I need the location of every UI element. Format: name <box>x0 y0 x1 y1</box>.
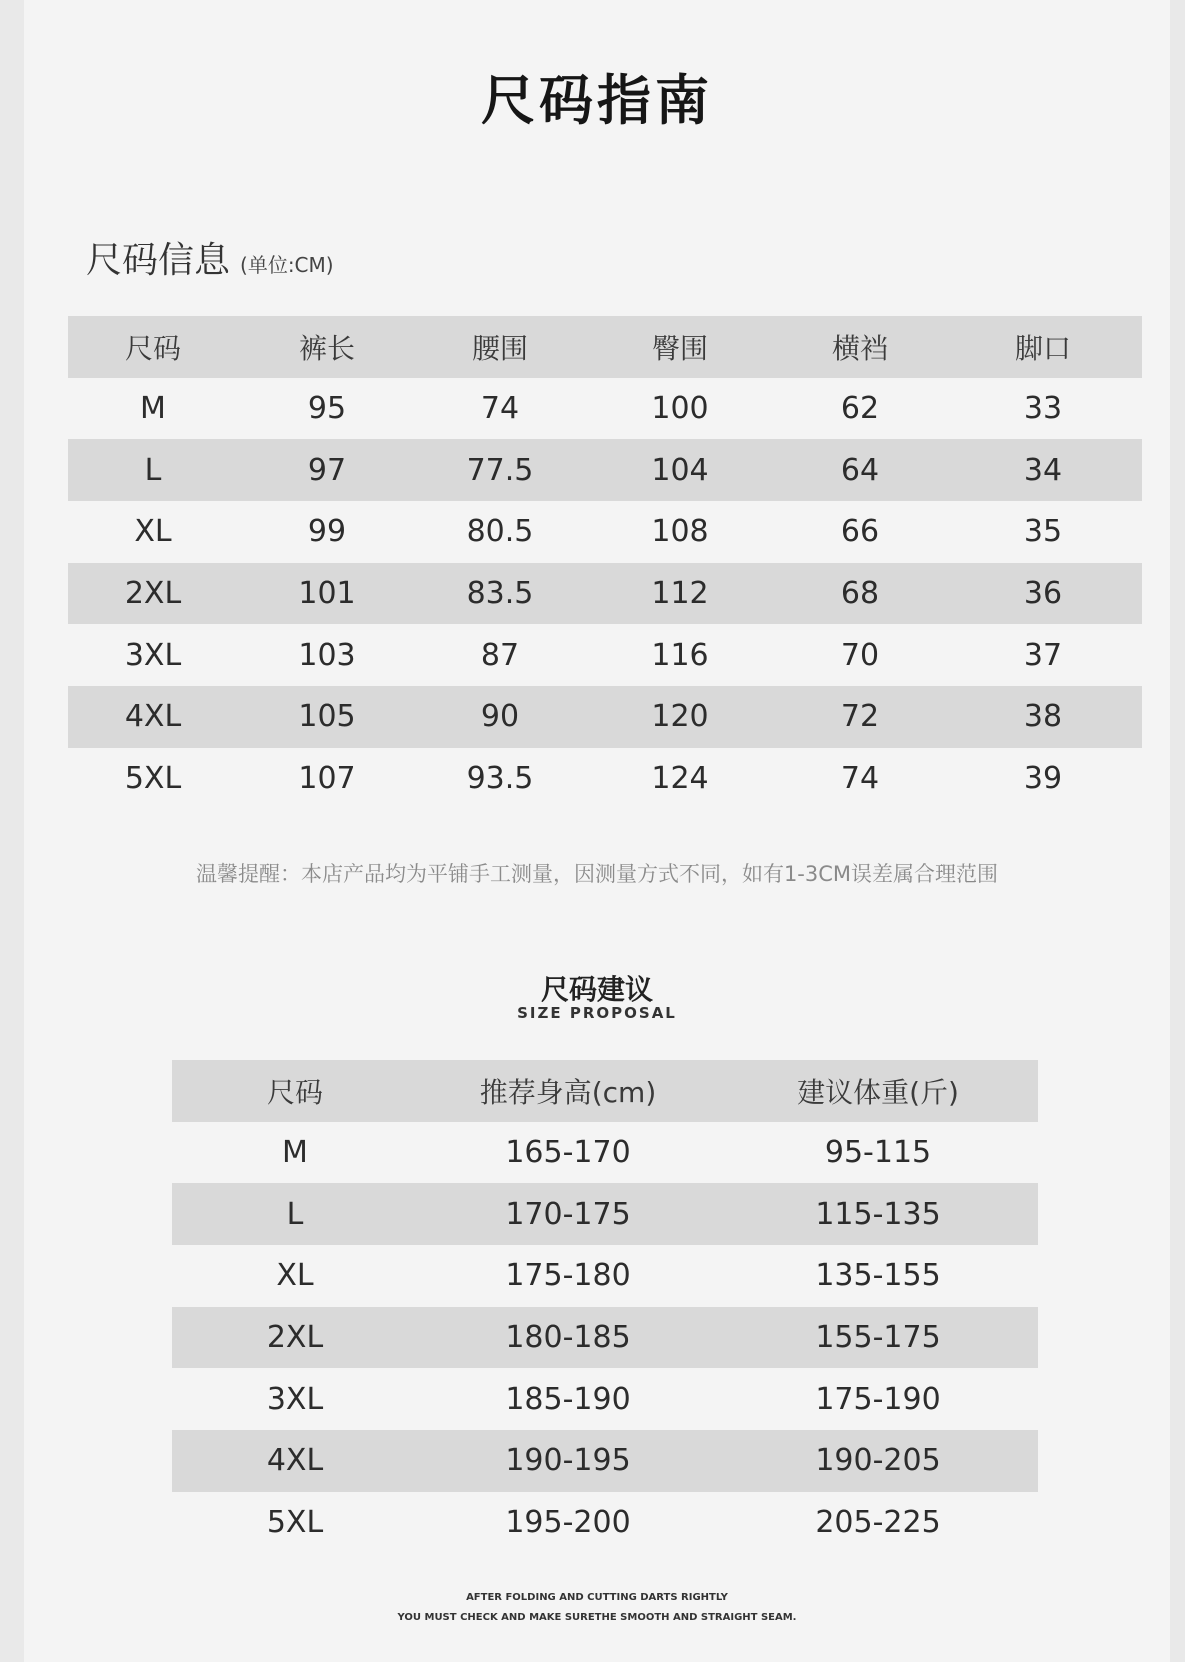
table-row <box>172 1430 1038 1492</box>
column-header: 推荐身高(cm) <box>418 1060 718 1122</box>
table-row <box>68 748 1142 810</box>
column-header: 腰围 <box>416 316 584 378</box>
table-cell: 5XL <box>266 1505 324 1541</box>
table-cell: 165-170 <box>505 1135 631 1171</box>
table-cell: 74 <box>840 761 880 797</box>
table-cell: 77.5 <box>416 439 584 501</box>
table-row <box>68 624 1142 686</box>
table-cell: 72 <box>776 686 944 748</box>
table-cell: 2XL <box>68 563 238 625</box>
table-cell: 135-155 <box>815 1258 941 1294</box>
table-cell: 80.5 <box>466 514 534 550</box>
size-proposal-table <box>172 1060 1038 1554</box>
table-row <box>68 378 1142 440</box>
column-header: 脚口 <box>944 316 1142 378</box>
table-cell: L <box>68 439 238 501</box>
table-cell: 38 <box>944 686 1142 748</box>
table-cell: 155-175 <box>718 1307 1038 1369</box>
table-cell: M <box>140 391 166 427</box>
table-cell: 5XL <box>124 761 182 797</box>
table-cell: L <box>172 1183 418 1245</box>
table-cell: 175-190 <box>815 1381 941 1417</box>
table-cell: 33 <box>1023 391 1063 427</box>
column-header: 裤长 <box>238 316 416 378</box>
table-cell: 185-190 <box>505 1381 631 1417</box>
size-guide-page <box>24 0 1170 1662</box>
column-header: 尺码 <box>172 1060 418 1122</box>
table-cell: 108 <box>651 514 709 550</box>
table-cell: 115-135 <box>718 1183 1038 1245</box>
table-cell: 100 <box>651 391 709 427</box>
size-proposal-header-row <box>172 1060 1038 1122</box>
table-cell: 37 <box>1023 637 1063 673</box>
size-info-header-row <box>68 316 1142 378</box>
table-row <box>172 1492 1038 1554</box>
table-row <box>172 1307 1038 1369</box>
table-cell: 104 <box>584 439 776 501</box>
table-row <box>172 1122 1038 1184</box>
table-row <box>68 501 1142 563</box>
table-cell: 36 <box>944 563 1142 625</box>
table-cell: 70 <box>840 637 880 673</box>
table-row <box>172 1183 1038 1245</box>
table-cell: 112 <box>584 563 776 625</box>
table-row <box>172 1368 1038 1430</box>
table-cell: 124 <box>651 761 709 797</box>
table-cell: 99 <box>307 514 347 550</box>
size-info-heading-text: 尺码信息 <box>86 240 231 281</box>
table-cell: 34 <box>944 439 1142 501</box>
column-header: 建议体重(斤) <box>718 1060 1038 1122</box>
footer-line-2: YOU MUST CHECK AND MAKE SURETHE SMOOTH AND STRAIGHT SEAM. <box>397 1612 797 1623</box>
table-cell: 90 <box>416 686 584 748</box>
size-info-unit: (单位:CM) <box>240 253 334 277</box>
table-cell: 3XL <box>266 1381 324 1417</box>
table-cell: 205-225 <box>815 1505 941 1541</box>
table-cell: 4XL <box>172 1430 418 1492</box>
table-cell: 180-185 <box>418 1307 718 1369</box>
table-cell: 62 <box>840 391 880 427</box>
table-cell: 68 <box>776 563 944 625</box>
table-cell: 105 <box>238 686 416 748</box>
table-cell: XL <box>134 514 172 550</box>
table-cell: 107 <box>298 761 356 797</box>
table-cell: 97 <box>238 439 416 501</box>
table-cell: 4XL <box>68 686 238 748</box>
column-header: 横裆 <box>776 316 944 378</box>
table-cell: 74 <box>480 391 520 427</box>
table-cell: 35 <box>1023 514 1063 550</box>
table-cell: 64 <box>776 439 944 501</box>
table-cell: XL <box>276 1258 314 1294</box>
column-header: 臀围 <box>584 316 776 378</box>
table-cell: 87 <box>480 637 520 673</box>
table-cell: 83.5 <box>416 563 584 625</box>
table-cell: 95 <box>307 391 347 427</box>
table-cell: 120 <box>584 686 776 748</box>
table-cell: 39 <box>1023 761 1063 797</box>
table-cell: 103 <box>298 637 356 673</box>
table-cell: 170-175 <box>418 1183 718 1245</box>
page-title: 尺码指南 <box>481 69 713 132</box>
measurement-note: 温馨提醒：本店产品均为平铺手工测量，因测量方式不同，如有1-3CM误差属合理范围 <box>195 862 999 886</box>
table-cell: 101 <box>238 563 416 625</box>
table-cell: 195-200 <box>505 1505 631 1541</box>
table-cell: 190-205 <box>718 1430 1038 1492</box>
footer-line-1: AFTER FOLDING AND CUTTING DARTS RIGHTLY <box>466 1592 728 1603</box>
table-cell: 190-195 <box>418 1430 718 1492</box>
table-cell: 175-180 <box>505 1258 631 1294</box>
table-row <box>68 686 1142 748</box>
table-cell: 95-115 <box>824 1135 932 1171</box>
size-proposal-heading-en: SIZE PROPOSAL <box>517 1004 677 1022</box>
size-info-table <box>68 316 1142 810</box>
table-row <box>68 439 1142 501</box>
table-cell: 116 <box>651 637 709 673</box>
size-proposal-heading: 尺码建议 <box>540 973 653 1006</box>
table-cell: M <box>282 1135 308 1171</box>
size-info-heading <box>86 232 334 283</box>
table-cell: 66 <box>840 514 880 550</box>
table-cell: 93.5 <box>466 761 534 797</box>
table-row <box>172 1245 1038 1307</box>
table-cell: 2XL <box>172 1307 418 1369</box>
column-header: 尺码 <box>68 316 238 378</box>
table-row <box>68 563 1142 625</box>
table-cell: 3XL <box>124 637 182 673</box>
